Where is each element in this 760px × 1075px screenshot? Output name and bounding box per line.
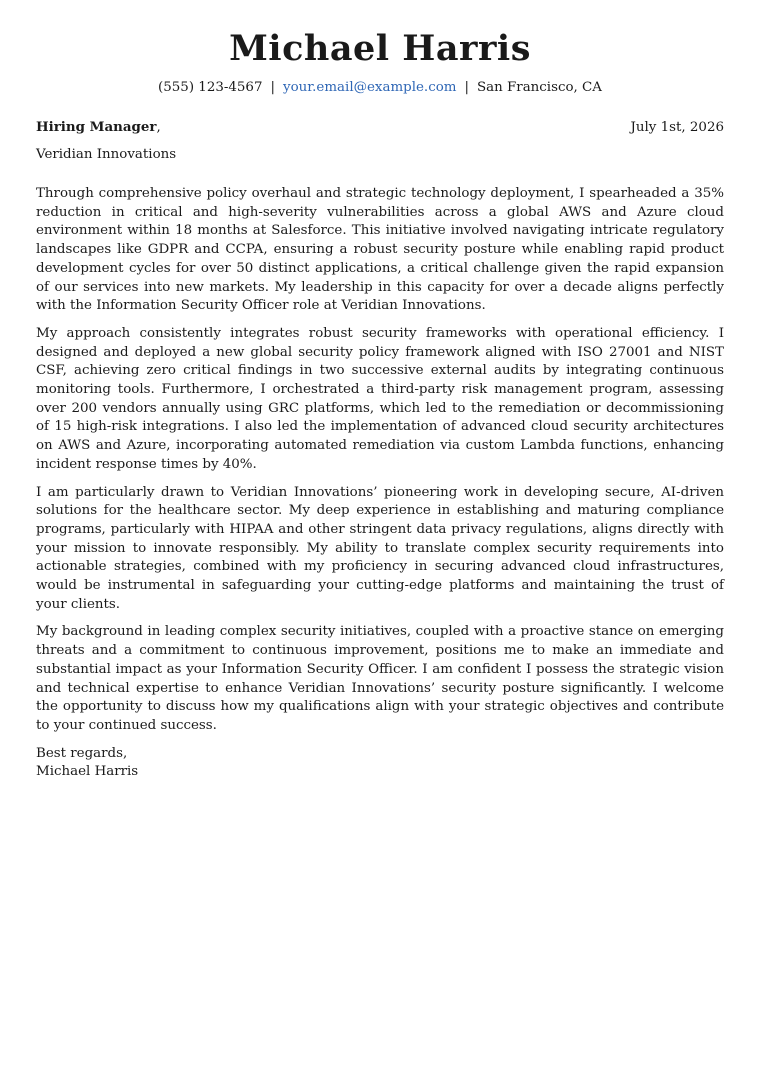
- body-paragraph: Through comprehensive policy overhaul and strategic technology deployment, I spearheaded a 35% reduction in critical and high-severity vulnerabilities across a global AWS and Azure cloud environment within 18 months at Salesforce. This initiative involved navigating intricate regulatory landscapes like GDPR and CCPA, ensuring a robust security posture while enabling rapid product development cycles for over 50 distinct applications, a critical challenge given the rapid expansion of our services into new markets. My leadership in this capacity for over a decade aligns perfectly with the Information Security Officer role at Veridian Innovations.: [36, 186, 724, 314]
- recipient-punctuation: ,: [156, 120, 161, 135]
- body-paragraph: My background in leading complex security initiatives, coupled with a proactive stance on emerging threats and a commitment to continuous improvement, positions me to make an immediate and substantial impact as your Information Security Officer. I am confident I possess the strategic vision and technical expertise to enhance Veridian Innovations’ security posture significantly. I welcome the opportunity to discuss how my qualifications align with your strategic objectives and contribute to your continued success.: [36, 624, 724, 733]
- contact-line: [36, 78, 724, 98]
- contact-separator: |: [270, 80, 275, 95]
- recipient: Hiring Manager: [36, 119, 157, 135]
- body-paragraph: I am particularly drawn to Veridian Innovations’ pioneering work in developing secure, AI-driven solutions for the healthcare sector. My deep experience in establishing and maturing compliance programs, particularly with HIPAA and other stringent data privacy regulations, aligns directly with your mission to innovate responsibly. My ability to translate complex security requirements into actionable strategies, combined with my proficiency in securing advanced cloud infrastructures, would be instrumental in safeguarding your cutting-edge platforms and maintaining the trust of your clients.: [36, 484, 724, 612]
- location: San Francisco, CA: [476, 80, 602, 95]
- letter-body: [36, 185, 724, 736]
- applicant-name: Michael Harris: [229, 28, 531, 69]
- company-name: Veridian Innovations: [36, 147, 177, 162]
- body-paragraph: My approach consistently integrates robust security frameworks with operational efficiency. I designed and deployed a new global security policy framework aligned with ISO 27001 and NIST CSF, achieving zero critical findings in two successive external audits by integrating continuous monitoring tools. Furthermore, I orchestrated a third-party risk management program, assessing over 200 vendors annually using GRC platforms, which led to the remediation or decommissioning of 15 high-risk integrations. I also led the implementation of advanced cloud security architectures on AWS and Azure, incorporating automated remediation via custom Lambda functions, enhancing incident response times by 40%.: [36, 325, 724, 472]
- salutation-row: [36, 118, 724, 137]
- closing-block: [36, 745, 724, 782]
- phone-number: (555) 123-4567: [158, 80, 263, 95]
- email-link[interactable]: your.email@example.com: [283, 80, 457, 95]
- contact-separator: |: [464, 80, 469, 95]
- letter-date: July 1st, 2026: [630, 120, 724, 135]
- signature-name: Michael Harris: [36, 764, 139, 780]
- closing-phrase: Best regards,: [36, 745, 128, 761]
- salutation: [36, 118, 161, 137]
